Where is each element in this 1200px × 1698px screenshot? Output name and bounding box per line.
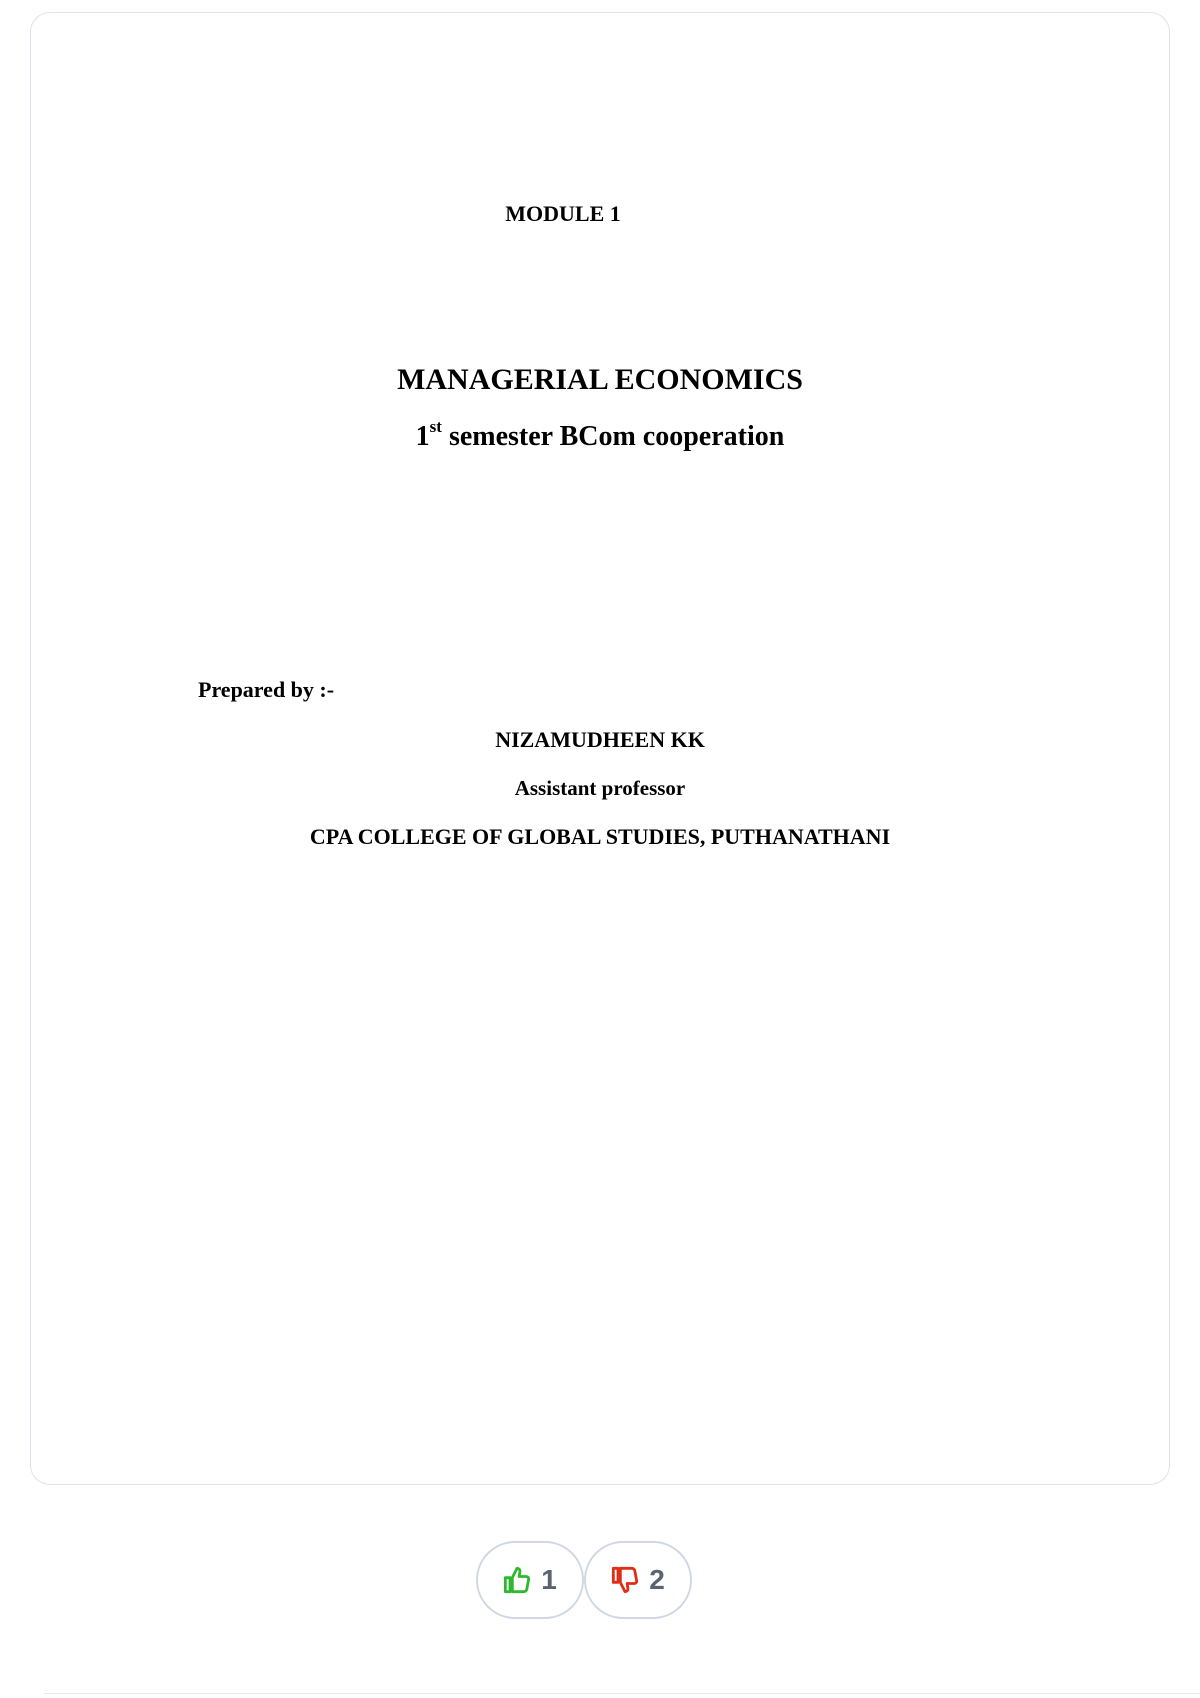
- document-page: [30, 12, 1170, 1485]
- prepared-by-label: Prepared by :-: [198, 677, 335, 702]
- module-heading: [31, 201, 1169, 227]
- vote-group: [476, 1541, 698, 1621]
- subtitle-ordinal: 1: [415, 421, 430, 452]
- document-subtitle: [31, 417, 1169, 453]
- module-label: MODULE 1: [505, 201, 621, 226]
- subtitle-text: semester BCom cooperation: [441, 421, 785, 452]
- thumbs-down-icon: [611, 1566, 639, 1594]
- upvote-button[interactable]: [476, 1541, 584, 1619]
- thumbs-up-icon: [503, 1566, 531, 1594]
- author-name: NIZAMUDHEEN KK: [495, 727, 705, 752]
- downvote-button[interactable]: [584, 1541, 692, 1619]
- author-college: CPA COLLEGE OF GLOBAL STUDIES, PUTHANATHANI: [309, 824, 891, 849]
- downvote-count: 2: [649, 1564, 665, 1595]
- author-role: Assistant professor: [514, 776, 686, 800]
- subtitle-ordinal-suffix: st: [429, 417, 442, 436]
- upvote-count: 1: [541, 1564, 557, 1595]
- section-divider: [44, 1693, 1200, 1694]
- document-title: MANAGERIAL ECONOMICS: [397, 363, 803, 396]
